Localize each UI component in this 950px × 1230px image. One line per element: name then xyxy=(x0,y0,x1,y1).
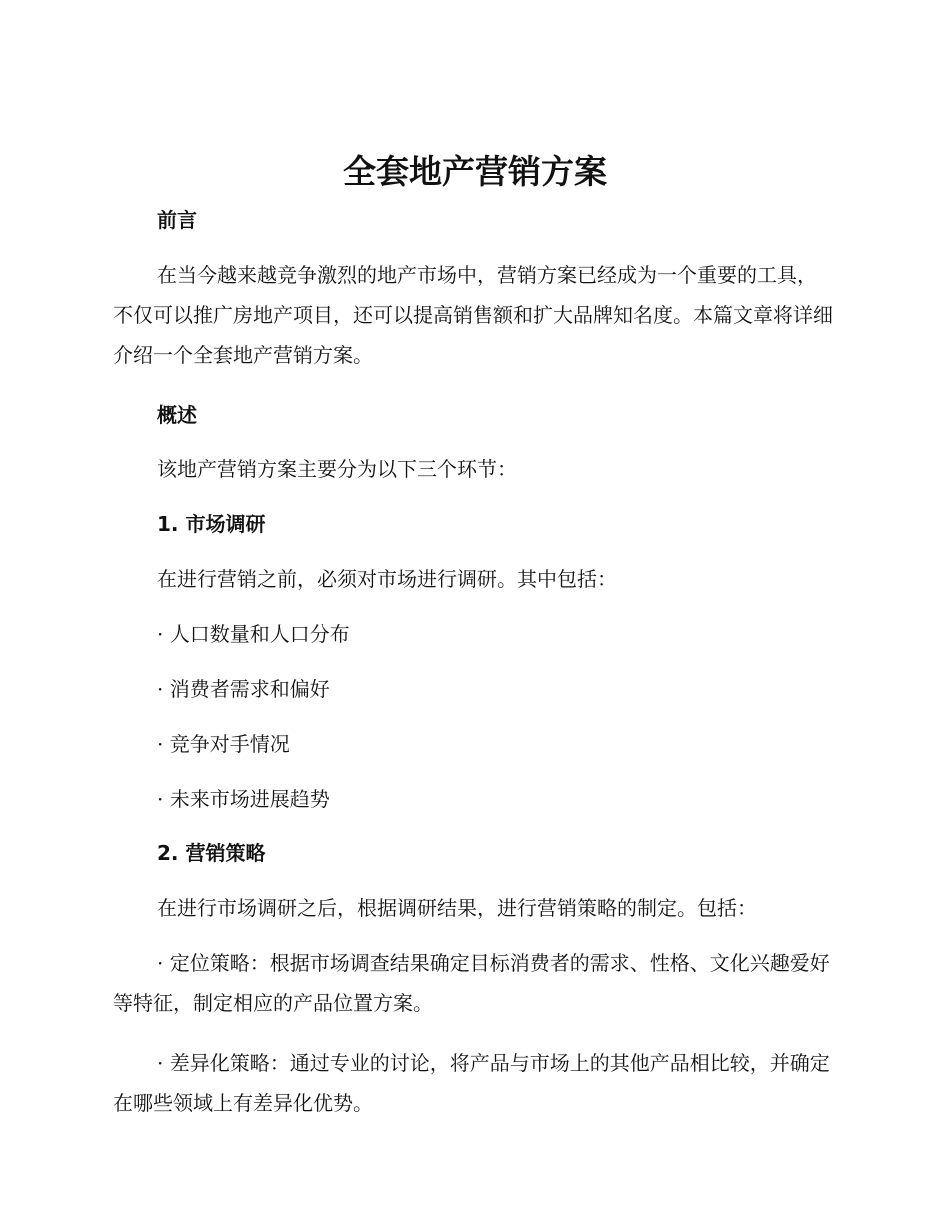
list-item: · 定位策略：根据市场调查结果确定目标消费者的需求、性格、文化兴趣爱好等特征，制定相应的产品位置方案。 xyxy=(113,951,830,1015)
preface-heading: 前言 xyxy=(157,208,197,232)
section2-heading: 2. 营销策略 xyxy=(157,841,266,865)
preface-paragraph: 在当今越来越竞争激烈的地产市场中，营销方案已经成为一个重要的工具，不仅可以推广房地产项目，还可以提高销售额和扩大品牌知名度。本篇文章将详细介绍一个全套地产营销方案。 xyxy=(113,263,833,367)
document-title: 全套地产营销方案 xyxy=(343,152,607,191)
list-item: · 差异化策略：通过专业的讨论，将产品与市场上的其他产品相比较，并确定在哪些领域上有差异化优势。 xyxy=(113,1051,830,1115)
list-item: · 人口数量和人口分布 xyxy=(157,622,350,646)
overview-paragraph: 该地产营销方案主要分为以下三个环节： xyxy=(157,457,517,481)
list-item: · 未来市场进展趋势 xyxy=(157,787,330,811)
list-item: · 消费者需求和偏好 xyxy=(157,677,330,701)
list-item: · 竞争对手情况 xyxy=(157,732,290,756)
overview-heading: 概述 xyxy=(157,403,197,427)
section2-intro: 在进行市场调研之后，根据调研结果，进行营销策略的制定。包括： xyxy=(157,896,757,920)
section1-heading: 1. 市场调研 xyxy=(157,512,266,536)
section1-intro: 在进行营销之前，必须对市场进行调研。其中包括： xyxy=(157,567,617,591)
